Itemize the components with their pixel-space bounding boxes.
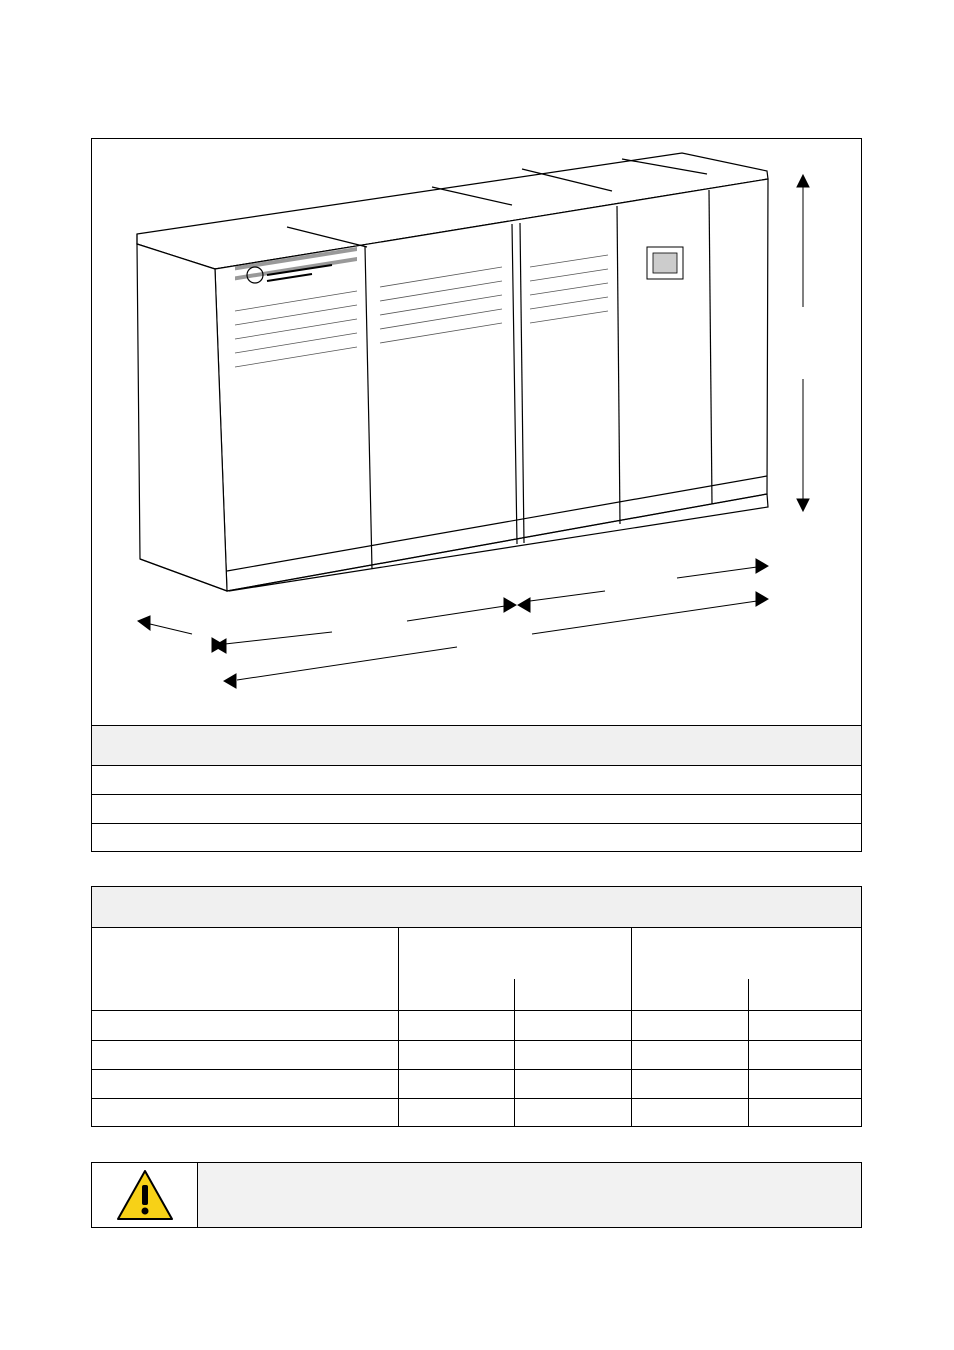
dimension-table bbox=[91, 886, 862, 1127]
info-table-row bbox=[92, 824, 861, 853]
warning-icon-box bbox=[92, 1163, 198, 1227]
info-table-header bbox=[92, 725, 861, 766]
figure-frame bbox=[91, 138, 862, 852]
ups-cabinet-illustration bbox=[92, 139, 861, 725]
info-table bbox=[92, 725, 861, 853]
dimension-table-header bbox=[92, 887, 861, 928]
warning-icon bbox=[92, 1163, 198, 1227]
warning-note bbox=[91, 1162, 862, 1228]
height-arrow-bottom-icon bbox=[797, 499, 809, 511]
info-table-row bbox=[92, 766, 861, 795]
height-arrow-top-icon bbox=[797, 175, 809, 187]
info-table-row bbox=[92, 795, 861, 824]
